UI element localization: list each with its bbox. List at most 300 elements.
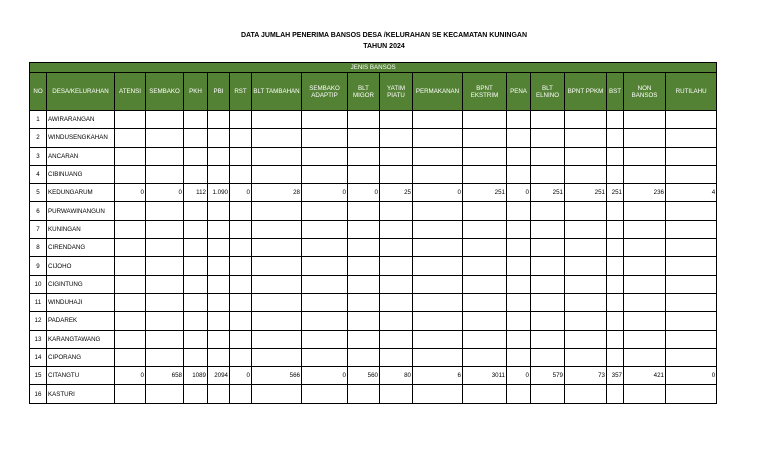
value-cell: [146, 111, 184, 129]
value-cell: [624, 275, 666, 293]
value-cell: [208, 312, 230, 330]
value-cell: 0: [507, 184, 531, 202]
value-cell: [607, 220, 624, 238]
value-cell: [252, 129, 302, 147]
village-name: CIJOHO: [47, 257, 115, 275]
value-cell: [624, 111, 666, 129]
value-cell: [463, 165, 507, 183]
value-cell: [115, 202, 146, 220]
value-cell: [624, 312, 666, 330]
value-cell: [146, 275, 184, 293]
value-cell: [230, 312, 252, 330]
value-cell: [115, 257, 146, 275]
value-cell: [463, 202, 507, 220]
column-header: BPNT PPKM: [565, 73, 607, 111]
value-cell: [463, 348, 507, 366]
row-number: 3: [30, 147, 47, 165]
value-cell: [302, 147, 348, 165]
value-cell: [184, 257, 208, 275]
value-cell: [252, 275, 302, 293]
value-cell: 579: [531, 367, 565, 385]
value-cell: [348, 312, 380, 330]
value-cell: [666, 275, 717, 293]
value-cell: [413, 257, 463, 275]
value-cell: [463, 257, 507, 275]
value-cell: [507, 220, 531, 238]
column-header: NON BANSOS: [624, 73, 666, 111]
value-cell: [252, 202, 302, 220]
value-cell: [184, 385, 208, 403]
value-cell: [208, 275, 230, 293]
value-cell: [565, 202, 607, 220]
value-cell: [565, 257, 607, 275]
row-number: 8: [30, 239, 47, 257]
value-cell: [302, 385, 348, 403]
value-cell: [302, 293, 348, 311]
column-header: PENA: [507, 73, 531, 111]
row-number: 10: [30, 275, 47, 293]
value-cell: 1.090: [208, 184, 230, 202]
value-cell: 0: [348, 184, 380, 202]
value-cell: [624, 147, 666, 165]
value-cell: [348, 257, 380, 275]
value-cell: [413, 220, 463, 238]
value-cell: [380, 348, 413, 366]
value-cell: [531, 202, 565, 220]
value-cell: [507, 239, 531, 257]
value-cell: [607, 129, 624, 147]
value-cell: [666, 220, 717, 238]
value-cell: 28: [252, 184, 302, 202]
table-row: [30, 293, 717, 311]
group-header-row: [30, 63, 717, 73]
value-cell: 0: [115, 184, 146, 202]
value-cell: 0: [230, 184, 252, 202]
value-cell: [463, 239, 507, 257]
value-cell: [348, 165, 380, 183]
value-cell: [302, 239, 348, 257]
value-cell: [463, 385, 507, 403]
value-cell: [208, 348, 230, 366]
table-row: [30, 312, 717, 330]
value-cell: [607, 165, 624, 183]
value-cell: [565, 111, 607, 129]
table-body: [30, 111, 717, 404]
row-number: 9: [30, 257, 47, 275]
value-cell: [413, 129, 463, 147]
value-cell: 0: [230, 367, 252, 385]
value-cell: [607, 147, 624, 165]
value-cell: [607, 239, 624, 257]
village-name: CIRENDANG: [47, 239, 115, 257]
value-cell: [208, 385, 230, 403]
value-cell: [607, 330, 624, 348]
value-cell: [413, 239, 463, 257]
column-header: SEMBAKO ADAPTIP: [302, 73, 348, 111]
value-cell: [146, 220, 184, 238]
column-header: BLT TAMBAHAN: [252, 73, 302, 111]
value-cell: [115, 111, 146, 129]
value-cell: [208, 202, 230, 220]
value-cell: [463, 129, 507, 147]
value-cell: 566: [252, 367, 302, 385]
report-year: TAHUN 2024: [363, 43, 405, 50]
row-number: 16: [30, 385, 47, 403]
value-cell: [146, 202, 184, 220]
value-cell: [348, 111, 380, 129]
value-cell: [380, 385, 413, 403]
table-row: [30, 367, 717, 385]
value-cell: [531, 147, 565, 165]
value-cell: [184, 348, 208, 366]
value-cell: [208, 129, 230, 147]
value-cell: [230, 202, 252, 220]
value-cell: [184, 275, 208, 293]
value-cell: [413, 275, 463, 293]
value-cell: [184, 330, 208, 348]
value-cell: [302, 348, 348, 366]
value-cell: [624, 293, 666, 311]
value-cell: [666, 293, 717, 311]
table-row: [30, 147, 717, 165]
value-cell: [252, 111, 302, 129]
value-cell: [507, 111, 531, 129]
value-cell: [565, 348, 607, 366]
value-cell: [413, 147, 463, 165]
value-cell: [302, 330, 348, 348]
value-cell: 0: [302, 367, 348, 385]
village-name: KUNINGAN: [47, 220, 115, 238]
value-cell: [184, 111, 208, 129]
value-cell: [666, 385, 717, 403]
value-cell: [565, 385, 607, 403]
value-cell: [348, 348, 380, 366]
value-cell: [666, 147, 717, 165]
value-cell: [507, 293, 531, 311]
value-cell: [624, 165, 666, 183]
row-number: 7: [30, 220, 47, 238]
value-cell: [146, 129, 184, 147]
value-cell: [607, 202, 624, 220]
value-cell: [531, 257, 565, 275]
value-cell: [666, 312, 717, 330]
value-cell: [666, 202, 717, 220]
column-header: BLT ELNINO: [531, 73, 565, 111]
village-name: PURWAWINANGUN: [47, 202, 115, 220]
value-cell: [230, 293, 252, 311]
value-cell: [252, 220, 302, 238]
value-cell: [380, 257, 413, 275]
value-cell: [607, 385, 624, 403]
value-cell: [146, 348, 184, 366]
value-cell: [624, 239, 666, 257]
value-cell: [208, 257, 230, 275]
value-cell: [348, 147, 380, 165]
value-cell: [115, 385, 146, 403]
value-cell: [413, 111, 463, 129]
value-cell: [565, 129, 607, 147]
value-cell: [380, 202, 413, 220]
value-cell: [624, 129, 666, 147]
table-row: [30, 330, 717, 348]
value-cell: [252, 165, 302, 183]
value-cell: [230, 239, 252, 257]
value-cell: [146, 165, 184, 183]
value-cell: 112: [184, 184, 208, 202]
column-header-row: [30, 73, 717, 111]
value-cell: [302, 129, 348, 147]
value-cell: [302, 111, 348, 129]
value-cell: [463, 220, 507, 238]
value-cell: [146, 293, 184, 311]
value-cell: [230, 275, 252, 293]
value-cell: [624, 257, 666, 275]
value-cell: [507, 385, 531, 403]
village-name: KEDUNGARUM: [47, 184, 115, 202]
table-row: [30, 129, 717, 147]
value-cell: [348, 220, 380, 238]
value-cell: [184, 147, 208, 165]
value-cell: [565, 239, 607, 257]
value-cell: [565, 275, 607, 293]
village-name: KARANGTAWANG: [47, 330, 115, 348]
village-name: CIGINTUNG: [47, 275, 115, 293]
value-cell: [666, 330, 717, 348]
value-cell: 0: [115, 367, 146, 385]
value-cell: [146, 312, 184, 330]
value-cell: [413, 165, 463, 183]
value-cell: [531, 165, 565, 183]
value-cell: [230, 129, 252, 147]
value-cell: [413, 330, 463, 348]
village-name: PADAREK: [47, 312, 115, 330]
value-cell: 236: [624, 184, 666, 202]
value-cell: [565, 330, 607, 348]
value-cell: [115, 330, 146, 348]
value-cell: [115, 147, 146, 165]
column-header: BST: [607, 73, 624, 111]
value-cell: [666, 257, 717, 275]
value-cell: [666, 239, 717, 257]
value-cell: [507, 257, 531, 275]
value-cell: 25: [380, 184, 413, 202]
column-header: NO: [30, 73, 47, 111]
value-cell: [146, 239, 184, 257]
village-name: WINDUHAJI: [47, 293, 115, 311]
value-cell: [507, 312, 531, 330]
value-cell: [565, 147, 607, 165]
value-cell: [348, 129, 380, 147]
value-cell: [252, 239, 302, 257]
value-cell: 6: [413, 367, 463, 385]
value-cell: 357: [607, 367, 624, 385]
value-cell: [348, 202, 380, 220]
value-cell: [208, 220, 230, 238]
value-cell: [230, 330, 252, 348]
value-cell: [463, 111, 507, 129]
row-number: 15: [30, 367, 47, 385]
value-cell: [302, 275, 348, 293]
value-cell: [380, 165, 413, 183]
value-cell: [208, 165, 230, 183]
value-cell: [208, 111, 230, 129]
value-cell: [531, 293, 565, 311]
value-cell: [146, 330, 184, 348]
value-cell: [115, 275, 146, 293]
column-header: YATIM PIATU: [380, 73, 413, 111]
value-cell: [531, 111, 565, 129]
value-cell: [607, 275, 624, 293]
value-cell: [348, 239, 380, 257]
value-cell: [413, 348, 463, 366]
table-row: [30, 202, 717, 220]
value-cell: [184, 165, 208, 183]
value-cell: [184, 293, 208, 311]
value-cell: 4: [666, 184, 717, 202]
value-cell: [302, 257, 348, 275]
table-row: [30, 275, 717, 293]
value-cell: [302, 202, 348, 220]
row-number: 11: [30, 293, 47, 311]
value-cell: [115, 293, 146, 311]
table-row: [30, 220, 717, 238]
value-cell: [565, 220, 607, 238]
value-cell: 251: [531, 184, 565, 202]
value-cell: [115, 220, 146, 238]
value-cell: 0: [413, 184, 463, 202]
value-cell: [413, 202, 463, 220]
value-cell: [507, 202, 531, 220]
bansos-table: [29, 62, 717, 404]
value-cell: [115, 312, 146, 330]
value-cell: [230, 111, 252, 129]
value-cell: 0: [146, 184, 184, 202]
value-cell: [380, 111, 413, 129]
value-cell: [607, 257, 624, 275]
value-cell: [666, 129, 717, 147]
value-cell: 421: [624, 367, 666, 385]
value-cell: [666, 165, 717, 183]
column-header: PERMAKANAN: [413, 73, 463, 111]
value-cell: [230, 165, 252, 183]
value-cell: [348, 293, 380, 311]
value-cell: [115, 129, 146, 147]
value-cell: [230, 385, 252, 403]
value-cell: 0: [302, 184, 348, 202]
column-header: ATENSI: [115, 73, 146, 111]
value-cell: [531, 239, 565, 257]
value-cell: [624, 348, 666, 366]
value-cell: [531, 330, 565, 348]
value-cell: 80: [380, 367, 413, 385]
value-cell: [208, 239, 230, 257]
value-cell: [666, 348, 717, 366]
value-cell: [184, 220, 208, 238]
value-cell: 658: [146, 367, 184, 385]
village-name: ANCARAN: [47, 147, 115, 165]
value-cell: 1089: [184, 367, 208, 385]
value-cell: [507, 275, 531, 293]
value-cell: [252, 147, 302, 165]
value-cell: [380, 239, 413, 257]
value-cell: [302, 220, 348, 238]
value-cell: [252, 312, 302, 330]
value-cell: 0: [507, 367, 531, 385]
row-number: 12: [30, 312, 47, 330]
value-cell: [380, 147, 413, 165]
value-cell: [531, 129, 565, 147]
value-cell: [624, 202, 666, 220]
value-cell: [146, 147, 184, 165]
value-cell: [380, 293, 413, 311]
value-cell: [115, 165, 146, 183]
value-cell: [507, 330, 531, 348]
value-cell: [413, 385, 463, 403]
value-cell: [184, 129, 208, 147]
value-cell: [666, 111, 717, 129]
row-number: 1: [30, 111, 47, 129]
column-header: SEMBAKO: [146, 73, 184, 111]
value-cell: [348, 330, 380, 348]
village-name: KASTURI: [47, 385, 115, 403]
value-cell: [463, 147, 507, 165]
value-cell: 73: [565, 367, 607, 385]
value-cell: [230, 220, 252, 238]
value-cell: [380, 312, 413, 330]
value-cell: 251: [565, 184, 607, 202]
value-cell: [380, 129, 413, 147]
value-cell: 3011: [463, 367, 507, 385]
value-cell: [348, 275, 380, 293]
row-number: 13: [30, 330, 47, 348]
value-cell: [380, 275, 413, 293]
row-number: 6: [30, 202, 47, 220]
column-header: RST: [230, 73, 252, 111]
table-row: [30, 184, 717, 202]
group-header: JENIS BANSOS: [30, 63, 717, 73]
value-cell: [252, 348, 302, 366]
value-cell: [146, 385, 184, 403]
value-cell: [507, 348, 531, 366]
value-cell: [507, 147, 531, 165]
value-cell: [531, 385, 565, 403]
value-cell: [184, 312, 208, 330]
village-name: CITANGTU: [47, 367, 115, 385]
value-cell: [624, 220, 666, 238]
village-name: AWIRARANGAN: [47, 111, 115, 129]
value-cell: [115, 348, 146, 366]
value-cell: [463, 330, 507, 348]
column-header: PKH: [184, 73, 208, 111]
table-row: [30, 111, 717, 129]
value-cell: [146, 257, 184, 275]
value-cell: [302, 165, 348, 183]
column-header: DESA/KELURAHAN: [47, 73, 115, 111]
value-cell: [208, 293, 230, 311]
value-cell: [115, 239, 146, 257]
row-number: 2: [30, 129, 47, 147]
value-cell: [230, 257, 252, 275]
value-cell: [252, 385, 302, 403]
value-cell: [230, 348, 252, 366]
value-cell: [607, 293, 624, 311]
value-cell: [184, 239, 208, 257]
value-cell: [184, 202, 208, 220]
table-row: [30, 257, 717, 275]
value-cell: [607, 111, 624, 129]
value-cell: [208, 330, 230, 348]
value-cell: [413, 312, 463, 330]
